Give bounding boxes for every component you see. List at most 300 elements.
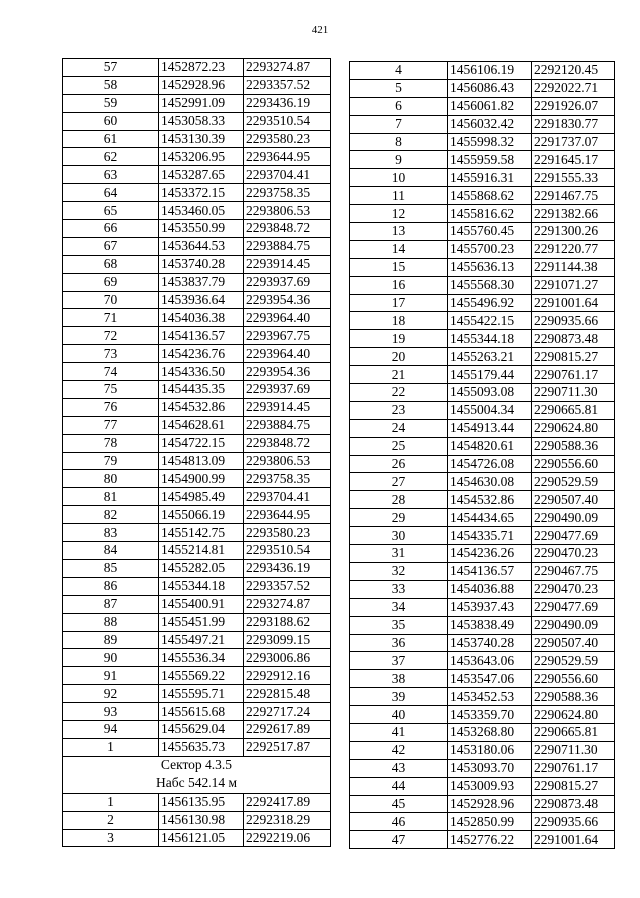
x-coordinate-cell: 1453837.79	[159, 273, 244, 291]
table-row	[350, 312, 615, 330]
point-number-cell: 93	[63, 703, 159, 721]
y-coordinate-cell: 2293937.69	[244, 381, 331, 399]
table-row	[350, 706, 615, 724]
point-number-cell: 21	[350, 366, 448, 384]
point-number-cell: 76	[63, 398, 159, 416]
x-coordinate-cell: 1454532.86	[448, 491, 532, 509]
y-coordinate-cell: 2291144.38	[532, 258, 615, 276]
table-row	[350, 330, 615, 348]
x-coordinate-cell: 1456061.82	[448, 97, 532, 115]
sector-header-row	[63, 756, 331, 793]
table-row	[350, 240, 615, 258]
y-coordinate-cell: 2290529.59	[532, 473, 615, 491]
x-coordinate-cell: 1455093.08	[448, 384, 532, 402]
coordinates-table-left-body	[63, 59, 331, 847]
y-coordinate-cell: 2290624.80	[532, 706, 615, 724]
x-coordinate-cell: 1455422.15	[448, 312, 532, 330]
y-coordinate-cell: 2292912.16	[244, 667, 331, 685]
table-row	[350, 133, 615, 151]
table-row	[63, 237, 331, 255]
table-row	[350, 831, 615, 849]
x-coordinate-cell: 1455497.21	[159, 631, 244, 649]
y-coordinate-cell: 2292219.06	[244, 829, 331, 847]
table-row	[63, 166, 331, 184]
y-coordinate-cell: 2293436.19	[244, 94, 331, 112]
x-coordinate-cell: 1455636.13	[448, 258, 532, 276]
x-coordinate-cell: 1455868.62	[448, 187, 532, 205]
y-coordinate-cell: 2292318.29	[244, 811, 331, 829]
table-row	[63, 327, 331, 345]
point-number-cell: 29	[350, 509, 448, 527]
y-coordinate-cell: 2293436.19	[244, 559, 331, 577]
point-number-cell: 25	[350, 437, 448, 455]
x-coordinate-cell: 1453130.39	[159, 130, 244, 148]
table-row	[63, 631, 331, 649]
x-coordinate-cell: 1453268.80	[448, 723, 532, 741]
y-coordinate-cell: 2291220.77	[532, 240, 615, 258]
table-row	[350, 294, 615, 312]
x-coordinate-cell: 1456032.42	[448, 115, 532, 133]
point-number-cell: 43	[350, 759, 448, 777]
table-row	[63, 184, 331, 202]
coordinates-table-right	[349, 61, 615, 849]
table-row	[350, 813, 615, 831]
table-row	[350, 205, 615, 223]
table-row	[63, 667, 331, 685]
x-coordinate-cell: 1453644.53	[159, 237, 244, 255]
point-number-cell: 23	[350, 401, 448, 419]
y-coordinate-cell: 2290477.69	[532, 527, 615, 545]
x-coordinate-cell: 1452872.23	[159, 59, 244, 77]
table-row	[350, 723, 615, 741]
table-row	[63, 649, 331, 667]
x-coordinate-cell: 1453936.64	[159, 291, 244, 309]
y-coordinate-cell: 2291001.64	[532, 294, 615, 312]
point-number-cell: 64	[63, 184, 159, 202]
y-coordinate-cell: 2293274.87	[244, 595, 331, 613]
y-coordinate-cell: 2293644.95	[244, 148, 331, 166]
table-row	[350, 62, 615, 80]
point-number-cell: 27	[350, 473, 448, 491]
x-coordinate-cell: 1453550.99	[159, 220, 244, 238]
point-number-cell: 3	[63, 829, 159, 847]
x-coordinate-cell: 1454726.08	[448, 455, 532, 473]
point-number-cell: 32	[350, 562, 448, 580]
x-coordinate-cell: 1456106.19	[448, 62, 532, 80]
x-coordinate-cell: 1454335.71	[448, 527, 532, 545]
x-coordinate-cell: 1453009.93	[448, 777, 532, 795]
y-coordinate-cell: 2291645.17	[532, 151, 615, 169]
y-coordinate-cell: 2290624.80	[532, 419, 615, 437]
point-number-cell: 1	[63, 738, 159, 756]
x-coordinate-cell: 1453547.06	[448, 670, 532, 688]
table-row	[350, 187, 615, 205]
sector-title: Сектор 4.3.5	[160, 756, 233, 772]
x-coordinate-cell: 1455179.44	[448, 366, 532, 384]
y-coordinate-cell: 2293580.23	[244, 130, 331, 148]
y-coordinate-cell: 2293914.45	[244, 255, 331, 273]
x-coordinate-cell: 1454630.08	[448, 473, 532, 491]
x-coordinate-cell: 1452776.22	[448, 831, 532, 849]
y-coordinate-cell: 2290711.30	[532, 384, 615, 402]
point-number-cell: 11	[350, 187, 448, 205]
y-coordinate-cell: 2290467.75	[532, 562, 615, 580]
x-coordinate-cell: 1453838.49	[448, 616, 532, 634]
table-row	[63, 793, 331, 811]
sector-subtitle: Набс 542.14 м	[155, 774, 238, 790]
table-row	[350, 455, 615, 473]
table-row	[350, 258, 615, 276]
table-row	[63, 524, 331, 542]
y-coordinate-cell: 2291467.75	[532, 187, 615, 205]
y-coordinate-cell: 2293510.54	[244, 112, 331, 130]
table-row	[350, 562, 615, 580]
x-coordinate-cell: 1455635.73	[159, 738, 244, 756]
x-coordinate-cell: 1453287.65	[159, 166, 244, 184]
x-coordinate-cell: 1454136.57	[448, 562, 532, 580]
point-number-cell: 84	[63, 542, 159, 560]
y-coordinate-cell: 2290935.66	[532, 312, 615, 330]
table-row	[63, 452, 331, 470]
x-coordinate-cell: 1454036.38	[159, 309, 244, 327]
table-row	[63, 273, 331, 291]
x-coordinate-cell: 1455615.68	[159, 703, 244, 721]
table-row	[350, 419, 615, 437]
x-coordinate-cell: 1454813.09	[159, 452, 244, 470]
point-number-cell: 65	[63, 202, 159, 220]
y-coordinate-cell: 2293954.36	[244, 291, 331, 309]
point-number-cell: 36	[350, 634, 448, 652]
table-row	[63, 685, 331, 703]
table-row	[63, 345, 331, 363]
point-number-cell: 41	[350, 723, 448, 741]
x-coordinate-cell: 1452850.99	[448, 813, 532, 831]
x-coordinate-cell: 1455066.19	[159, 506, 244, 524]
table-row	[350, 652, 615, 670]
y-coordinate-cell: 2293937.69	[244, 273, 331, 291]
x-coordinate-cell: 1454434.65	[448, 509, 532, 527]
y-coordinate-cell: 2291555.33	[532, 169, 615, 187]
point-number-cell: 73	[63, 345, 159, 363]
point-number-cell: 91	[63, 667, 159, 685]
table-row	[63, 363, 331, 381]
point-number-cell: 75	[63, 381, 159, 399]
x-coordinate-cell: 1455569.22	[159, 667, 244, 685]
y-coordinate-cell: 2292717.24	[244, 703, 331, 721]
point-number-cell: 60	[63, 112, 159, 130]
point-number-cell: 22	[350, 384, 448, 402]
y-coordinate-cell: 2290556.60	[532, 670, 615, 688]
table-row	[63, 309, 331, 327]
y-coordinate-cell: 2292815.48	[244, 685, 331, 703]
x-coordinate-cell: 1454336.50	[159, 363, 244, 381]
y-coordinate-cell: 2290665.81	[532, 723, 615, 741]
point-number-cell: 83	[63, 524, 159, 542]
sector-header-cell	[63, 756, 331, 793]
y-coordinate-cell: 2293006.86	[244, 649, 331, 667]
point-number-cell: 40	[350, 706, 448, 724]
x-coordinate-cell: 1455595.71	[159, 685, 244, 703]
point-number-cell: 82	[63, 506, 159, 524]
y-coordinate-cell: 2290507.40	[532, 634, 615, 652]
y-coordinate-cell: 2292517.87	[244, 738, 331, 756]
table-row	[350, 759, 615, 777]
x-coordinate-cell: 1455816.62	[448, 205, 532, 223]
point-number-cell: 92	[63, 685, 159, 703]
x-coordinate-cell: 1455214.81	[159, 542, 244, 560]
y-coordinate-cell: 2291926.07	[532, 97, 615, 115]
point-number-cell: 19	[350, 330, 448, 348]
x-coordinate-cell: 1456086.43	[448, 79, 532, 97]
point-number-cell: 17	[350, 294, 448, 312]
table-row	[63, 595, 331, 613]
point-number-cell: 30	[350, 527, 448, 545]
y-coordinate-cell: 2290873.48	[532, 795, 615, 813]
point-number-cell: 94	[63, 720, 159, 738]
table-row	[63, 94, 331, 112]
table-row	[350, 509, 615, 527]
point-number-cell: 10	[350, 169, 448, 187]
point-number-cell: 31	[350, 545, 448, 563]
table-row	[63, 506, 331, 524]
point-number-cell: 88	[63, 613, 159, 631]
point-number-cell: 59	[63, 94, 159, 112]
y-coordinate-cell: 2290711.30	[532, 741, 615, 759]
x-coordinate-cell: 1453359.70	[448, 706, 532, 724]
y-coordinate-cell: 2291001.64	[532, 831, 615, 849]
table-row	[350, 276, 615, 294]
table-row	[350, 401, 615, 419]
point-number-cell: 20	[350, 348, 448, 366]
y-coordinate-cell: 2293964.40	[244, 309, 331, 327]
table-row	[350, 348, 615, 366]
x-coordinate-cell: 1455568.30	[448, 276, 532, 294]
x-coordinate-cell: 1456130.98	[159, 811, 244, 829]
y-coordinate-cell: 2293758.35	[244, 470, 331, 488]
point-number-cell: 15	[350, 258, 448, 276]
table-row	[63, 220, 331, 238]
table-row	[63, 542, 331, 560]
table-row	[63, 613, 331, 631]
point-number-cell: 1	[63, 793, 159, 811]
point-number-cell: 87	[63, 595, 159, 613]
point-number-cell: 9	[350, 151, 448, 169]
x-coordinate-cell: 1453452.53	[448, 688, 532, 706]
point-number-cell: 79	[63, 452, 159, 470]
y-coordinate-cell: 2292120.45	[532, 62, 615, 80]
point-number-cell: 78	[63, 434, 159, 452]
x-coordinate-cell: 1455998.32	[448, 133, 532, 151]
point-number-cell: 44	[350, 777, 448, 795]
y-coordinate-cell: 2291830.77	[532, 115, 615, 133]
point-number-cell: 16	[350, 276, 448, 294]
x-coordinate-cell: 1454435.35	[159, 381, 244, 399]
x-coordinate-cell: 1453372.15	[159, 184, 244, 202]
point-number-cell: 26	[350, 455, 448, 473]
point-number-cell: 71	[63, 309, 159, 327]
point-number-cell: 28	[350, 491, 448, 509]
table-row	[350, 491, 615, 509]
x-coordinate-cell: 1456121.05	[159, 829, 244, 847]
y-coordinate-cell: 2291300.26	[532, 223, 615, 241]
table-row	[63, 291, 331, 309]
x-coordinate-cell: 1453643.06	[448, 652, 532, 670]
y-coordinate-cell: 2293357.52	[244, 577, 331, 595]
x-coordinate-cell: 1455344.18	[448, 330, 532, 348]
x-coordinate-cell: 1455142.75	[159, 524, 244, 542]
point-number-cell: 8	[350, 133, 448, 151]
y-coordinate-cell: 2290477.69	[532, 598, 615, 616]
table-row	[63, 738, 331, 756]
point-number-cell: 12	[350, 205, 448, 223]
x-coordinate-cell: 1455004.34	[448, 401, 532, 419]
y-coordinate-cell: 2293580.23	[244, 524, 331, 542]
x-coordinate-cell: 1454985.49	[159, 488, 244, 506]
x-coordinate-cell: 1454532.86	[159, 398, 244, 416]
x-coordinate-cell: 1452928.96	[448, 795, 532, 813]
point-number-cell: 46	[350, 813, 448, 831]
x-coordinate-cell: 1453058.33	[159, 112, 244, 130]
point-number-cell: 2	[63, 811, 159, 829]
x-coordinate-cell: 1454036.88	[448, 580, 532, 598]
table-row	[63, 76, 331, 94]
y-coordinate-cell: 2293884.75	[244, 416, 331, 434]
point-number-cell: 33	[350, 580, 448, 598]
point-number-cell: 81	[63, 488, 159, 506]
point-number-cell: 14	[350, 240, 448, 258]
y-coordinate-cell: 2292617.89	[244, 720, 331, 738]
point-number-cell: 47	[350, 831, 448, 849]
table-row	[350, 151, 615, 169]
table-row	[63, 202, 331, 220]
table-row	[350, 115, 615, 133]
point-number-cell: 63	[63, 166, 159, 184]
table-row	[63, 130, 331, 148]
table-row	[63, 381, 331, 399]
x-coordinate-cell: 1454913.44	[448, 419, 532, 437]
x-coordinate-cell: 1454628.61	[159, 416, 244, 434]
table-row	[350, 777, 615, 795]
y-coordinate-cell: 2293848.72	[244, 434, 331, 452]
x-coordinate-cell: 1455760.45	[448, 223, 532, 241]
x-coordinate-cell: 1455536.34	[159, 649, 244, 667]
x-coordinate-cell: 1456135.95	[159, 793, 244, 811]
y-coordinate-cell: 2290935.66	[532, 813, 615, 831]
table-row	[63, 559, 331, 577]
y-coordinate-cell: 2290588.36	[532, 688, 615, 706]
point-number-cell: 18	[350, 312, 448, 330]
table-row	[350, 598, 615, 616]
table-row	[350, 616, 615, 634]
y-coordinate-cell: 2290529.59	[532, 652, 615, 670]
table-row	[350, 223, 615, 241]
point-number-cell: 57	[63, 59, 159, 77]
point-number-cell: 86	[63, 577, 159, 595]
point-number-cell: 58	[63, 76, 159, 94]
y-coordinate-cell: 2293884.75	[244, 237, 331, 255]
y-coordinate-cell: 2290507.40	[532, 491, 615, 509]
y-coordinate-cell: 2291382.66	[532, 205, 615, 223]
y-coordinate-cell: 2290665.81	[532, 401, 615, 419]
coordinates-table-right-body	[350, 62, 615, 849]
point-number-cell: 80	[63, 470, 159, 488]
x-coordinate-cell: 1453937.43	[448, 598, 532, 616]
table-row	[350, 437, 615, 455]
coordinates-table-left	[62, 58, 331, 847]
point-number-cell: 90	[63, 649, 159, 667]
y-coordinate-cell: 2293099.15	[244, 631, 331, 649]
table-row	[350, 473, 615, 491]
point-number-cell: 7	[350, 115, 448, 133]
y-coordinate-cell: 2293806.53	[244, 452, 331, 470]
table-row	[63, 148, 331, 166]
y-coordinate-cell: 2290490.09	[532, 509, 615, 527]
point-number-cell: 6	[350, 97, 448, 115]
y-coordinate-cell: 2293967.75	[244, 327, 331, 345]
y-coordinate-cell: 2290761.17	[532, 759, 615, 777]
y-coordinate-cell: 2293510.54	[244, 542, 331, 560]
x-coordinate-cell: 1452928.96	[159, 76, 244, 94]
page-number: 421	[311, 24, 329, 36]
table-row	[63, 398, 331, 416]
table-row	[350, 670, 615, 688]
x-coordinate-cell: 1455496.92	[448, 294, 532, 312]
y-coordinate-cell: 2293848.72	[244, 220, 331, 238]
x-coordinate-cell: 1455959.58	[448, 151, 532, 169]
point-number-cell: 24	[350, 419, 448, 437]
point-number-cell: 68	[63, 255, 159, 273]
x-coordinate-cell: 1455344.18	[159, 577, 244, 595]
y-coordinate-cell: 2290761.17	[532, 366, 615, 384]
x-coordinate-cell: 1454236.26	[448, 545, 532, 563]
y-coordinate-cell: 2293704.41	[244, 166, 331, 184]
y-coordinate-cell: 2291071.27	[532, 276, 615, 294]
x-coordinate-cell: 1455451.99	[159, 613, 244, 631]
x-coordinate-cell: 1454722.15	[159, 434, 244, 452]
table-row	[350, 97, 615, 115]
point-number-cell: 67	[63, 237, 159, 255]
table-row	[63, 488, 331, 506]
x-coordinate-cell: 1454236.76	[159, 345, 244, 363]
point-number-cell: 34	[350, 598, 448, 616]
table-row	[350, 688, 615, 706]
table-row	[63, 255, 331, 273]
x-coordinate-cell: 1452991.09	[159, 94, 244, 112]
table-row	[350, 580, 615, 598]
y-coordinate-cell: 2293758.35	[244, 184, 331, 202]
x-coordinate-cell: 1453093.70	[448, 759, 532, 777]
point-number-cell: 4	[350, 62, 448, 80]
x-coordinate-cell: 1454820.61	[448, 437, 532, 455]
x-coordinate-cell: 1455916.31	[448, 169, 532, 187]
y-coordinate-cell: 2292417.89	[244, 793, 331, 811]
y-coordinate-cell: 2290470.23	[532, 545, 615, 563]
point-number-cell: 13	[350, 223, 448, 241]
y-coordinate-cell: 2290588.36	[532, 437, 615, 455]
point-number-cell: 74	[63, 363, 159, 381]
table-row	[350, 366, 615, 384]
point-number-cell: 77	[63, 416, 159, 434]
point-number-cell: 42	[350, 741, 448, 759]
table-row	[350, 741, 615, 759]
table-row	[350, 634, 615, 652]
point-number-cell: 61	[63, 130, 159, 148]
point-number-cell: 69	[63, 273, 159, 291]
table-row	[63, 811, 331, 829]
y-coordinate-cell: 2293188.62	[244, 613, 331, 631]
point-number-cell: 89	[63, 631, 159, 649]
point-number-cell: 70	[63, 291, 159, 309]
